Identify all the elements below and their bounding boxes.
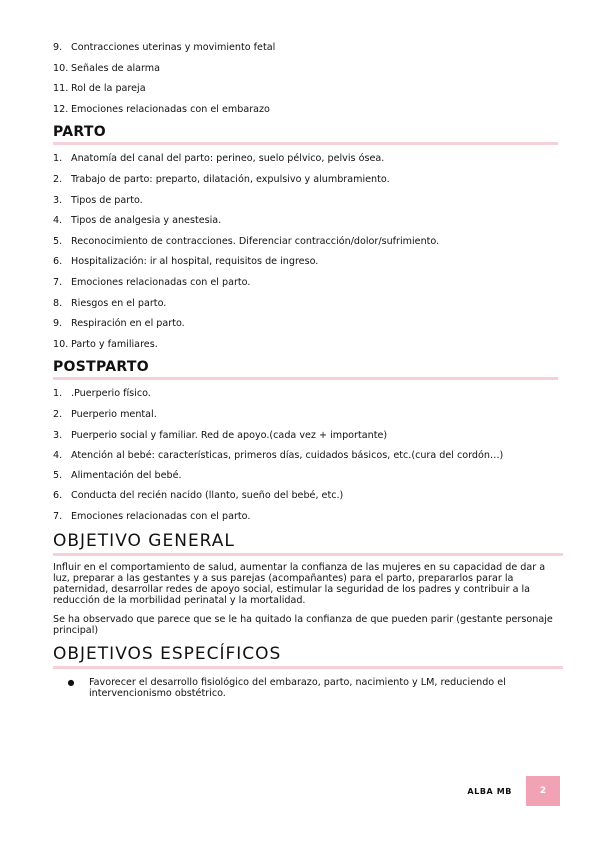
list-item: 4. Atención al bebé: características, primeros días, cuidados básicos, etc.(cura del cordón…): [53, 450, 504, 462]
objetivos-especificos-list: [53, 677, 563, 699]
list-item: 10. Parto y familiares.: [53, 338, 158, 350]
list-item: 6. Conducta del recién nacido (llanto, sueño del bebé, etc.): [53, 490, 344, 502]
postparto-list: [53, 388, 563, 523]
list-item: 1. .Puerperio físico.: [53, 388, 151, 400]
list-item: 8. Riesgos en el parto.: [53, 297, 167, 309]
section-heading-postparto: POSTPARTO: [53, 359, 558, 380]
list-item: 9. Respiración en el parto.: [53, 318, 185, 330]
bullet-icon: ●: [67, 678, 75, 688]
observation-paragraph: Se ha observado que parece que se le ha quitado la confianza de que pueden parir (gestante personaje principal): [53, 614, 553, 637]
intro-list: [53, 42, 563, 116]
footer-author: ALBA MB: [467, 786, 512, 796]
list-item: ● Favorecer el desarrollo fisiológico del embarazo, parto, nacimiento y LM, reduciendo el intervencionismo obstétrico.: [53, 677, 563, 699]
list-item: 3. Puerperio social y familiar. Red de apoyo.(cada vez + importante): [53, 429, 388, 441]
list-item: 5. Alimentación del bebé.: [53, 469, 182, 481]
section-heading-objetivo-general: OBJETIVO GENERAL: [53, 531, 563, 556]
list-item: 7. Emociones relacionadas con el parto.: [53, 510, 251, 522]
list-item: 12. Emociones relacionadas con el embarazo: [53, 103, 270, 115]
document-page: [53, 42, 563, 699]
list-item: 2. Trabajo de parto: preparto, dilatación, expulsivo y alumbramiento.: [53, 173, 390, 185]
section-heading-parto: PARTO: [53, 124, 558, 145]
list-item: 2. Puerperio mental.: [53, 408, 157, 420]
list-item: 6. Hospitalización: ir al hospital, requisitos de ingreso.: [53, 256, 319, 268]
list-item: 4. Tipos de analgesia y anestesia.: [53, 215, 222, 227]
list-item: 11. Rol de la pareja: [53, 83, 146, 95]
list-item: 10. Señales de alarma: [53, 62, 161, 74]
list-item: 7. Emociones relacionadas con el parto.: [53, 276, 251, 288]
list-item: 3. Tipos de parto.: [53, 194, 143, 206]
list-item: 1. Anatomía del canal del parto: perineo, suelo pélvico, pelvis ósea.: [53, 153, 385, 165]
list-item: 9. Contracciones uterinas y movimiento fetal: [53, 42, 276, 53]
page-number: 2: [526, 776, 560, 806]
list-item: 5. Reconocimiento de contracciones. Diferenciar contracción/dolor/sufrimiento.: [53, 235, 440, 247]
objetivo-general-paragraph: Influir en el comportamiento de salud, aumentar la confianza de las mujeres en su capacidad de dar a luz, preparar a las gestantes y a sus parejas (acompañantes) para el parto, prepararlos parar la paternidad, desarrollar redes de apoyo social, estimular la seguridad de los padres y contribuir a la reducción de la morbilidad perinatal y la mortalidad.: [53, 562, 546, 607]
page-footer: [467, 776, 560, 806]
section-heading-objetivos-especificos: OBJETIVOS ESPECÍFICOS: [53, 644, 563, 669]
parto-list: [53, 153, 563, 350]
